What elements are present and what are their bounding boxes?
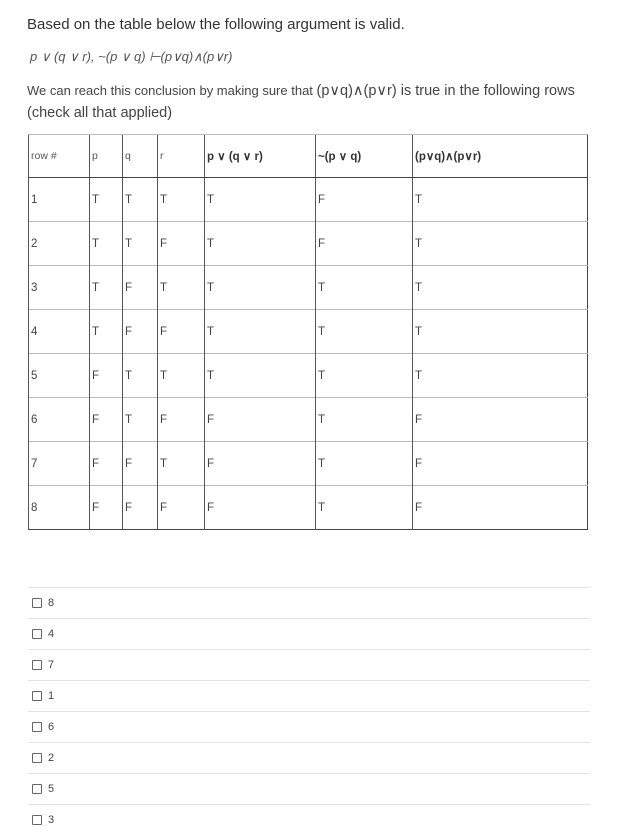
argument-premises: p ∨ (q ∨ r), ~(p ∨ q) ⊢(p∨q)∧(p∨r) [30,49,233,64]
cell-conclusion: F [413,486,588,530]
cell-q: T [123,398,158,442]
answer-label: 1 [48,690,55,702]
cell-r: F [158,222,205,266]
instruction-line2: (check all that applied) [27,105,173,121]
cell-p-or-q-or-r: T [205,354,316,398]
cell-not-p-or-q: T [316,442,413,486]
answer-option[interactable] [28,618,590,649]
answer-label: 2 [48,752,55,764]
cell-conclusion: T [413,310,588,354]
cell-p: F [90,398,123,442]
cell-row-number: 5 [29,354,90,398]
answer-option[interactable] [28,680,590,711]
header-p: p [90,135,123,178]
cell-p: T [90,310,123,354]
table-row [29,442,588,486]
cell-q: T [123,354,158,398]
answer-label: 6 [48,721,55,733]
header-not-p-or-q: ~(p ∨ q) [316,135,413,178]
cell-row-number: 4 [29,310,90,354]
answer-option[interactable] [28,587,590,618]
cell-r: F [158,486,205,530]
question-instruction [27,80,587,124]
cell-r: F [158,310,205,354]
table-header-row [29,135,588,178]
instruction-part1: We can reach this conclusion by making sure that [27,83,313,98]
table-row [29,178,588,222]
cell-conclusion: T [413,178,588,222]
header-row-number: row # [29,135,90,178]
cell-conclusion: T [413,354,588,398]
cell-conclusion: F [413,398,588,442]
cell-r: F [158,398,205,442]
cell-p: T [90,178,123,222]
cell-q: F [123,310,158,354]
answer-label: 4 [48,628,55,640]
cell-r: T [158,442,205,486]
table-row [29,398,588,442]
checkbox[interactable] [32,815,42,825]
answer-options [28,587,590,835]
header-p-or-q-or-r: p ∨ (q ∨ r) [205,135,316,178]
cell-p: F [90,442,123,486]
answer-option[interactable] [28,742,590,773]
cell-row-number: 7 [29,442,90,486]
cell-q: F [123,486,158,530]
cell-p-or-q-or-r: T [205,310,316,354]
cell-not-p-or-q: T [316,354,413,398]
cell-not-p-or-q: T [316,310,413,354]
cell-row-number: 2 [29,222,90,266]
answer-label: 5 [48,783,55,795]
cell-not-p-or-q: F [316,222,413,266]
cell-conclusion: T [413,222,588,266]
table-row [29,354,588,398]
checkbox[interactable] [32,598,42,608]
answer-option[interactable] [28,711,590,742]
table-row [29,310,588,354]
table-row [29,486,588,530]
cell-not-p-or-q: T [316,486,413,530]
header-q: q [123,135,158,178]
checkbox[interactable] [32,722,42,732]
header-r: r [158,135,205,178]
checkbox[interactable] [32,753,42,763]
instruction-part2: (p∨q)∧(p∨r) is true in the following rows [316,83,575,99]
table-row [29,266,588,310]
cell-row-number: 8 [29,486,90,530]
cell-r: T [158,178,205,222]
checkbox[interactable] [32,660,42,670]
cell-p-or-q-or-r: T [205,266,316,310]
cell-q: T [123,222,158,266]
cell-row-number: 1 [29,178,90,222]
answer-option[interactable] [28,649,590,680]
question-title: Based on the table below the following argument is valid. [27,16,405,33]
answer-option[interactable] [28,773,590,804]
cell-r: T [158,354,205,398]
cell-conclusion: T [413,266,588,310]
cell-p-or-q-or-r: F [205,398,316,442]
cell-p-or-q-or-r: F [205,486,316,530]
cell-p: F [90,486,123,530]
cell-r: T [158,266,205,310]
cell-not-p-or-q: F [316,178,413,222]
truth-table [28,134,588,530]
answer-option[interactable] [28,804,590,835]
checkbox[interactable] [32,629,42,639]
cell-q: F [123,266,158,310]
cell-p-or-q-or-r: T [205,222,316,266]
answer-label: 3 [48,814,55,826]
table-row [29,222,588,266]
cell-q: T [123,178,158,222]
checkbox[interactable] [32,691,42,701]
checkbox[interactable] [32,784,42,794]
cell-not-p-or-q: T [316,266,413,310]
cell-row-number: 3 [29,266,90,310]
cell-q: F [123,442,158,486]
cell-row-number: 6 [29,398,90,442]
cell-p: T [90,222,123,266]
cell-conclusion: F [413,442,588,486]
cell-not-p-or-q: T [316,398,413,442]
cell-p: F [90,354,123,398]
answer-label: 8 [48,597,55,609]
cell-p-or-q-or-r: F [205,442,316,486]
answer-label: 7 [48,659,55,671]
cell-p: T [90,266,123,310]
header-conclusion: (p∨q)∧(p∨r) [413,135,588,178]
cell-p-or-q-or-r: T [205,178,316,222]
